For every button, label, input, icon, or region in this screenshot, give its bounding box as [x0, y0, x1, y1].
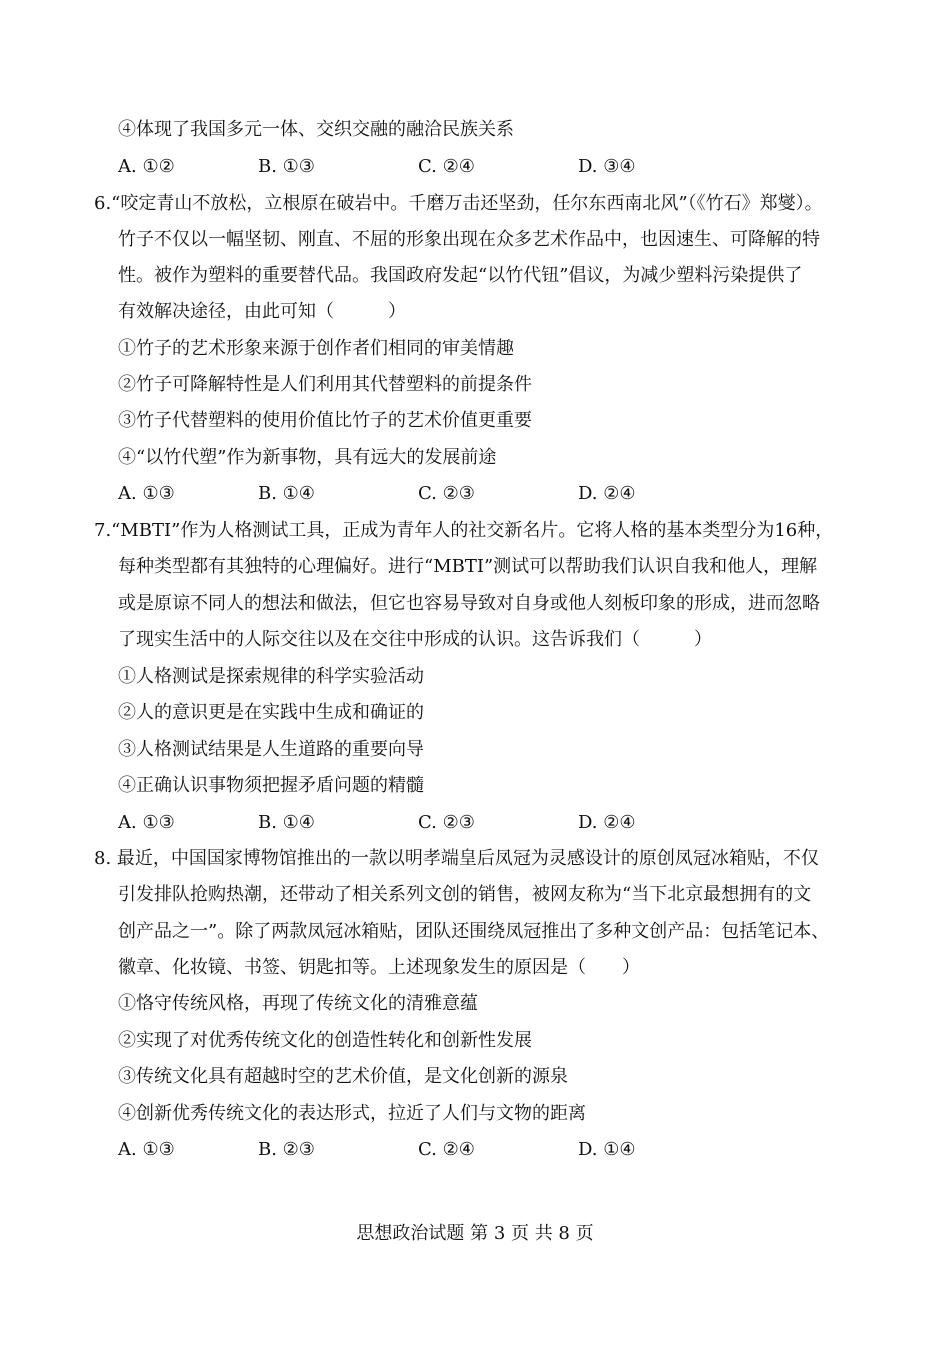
q7-option-a: A. ①③ [118, 812, 175, 833]
q5-option-c: C. ②④ [418, 156, 475, 177]
q7-statement-3: ③人格测试结果是人生道路的重要向导 [118, 739, 424, 760]
page-footer: 思想政治试题 第 3 页 共 8 页 [356, 1223, 594, 1244]
q6-option-c: C. ②③ [418, 483, 475, 504]
q7-option-d: D. ②④ [578, 812, 636, 833]
q8-stem-line-1: 8. 最近，中国国家博物馆推出的一款以明孝端皇后凤冠为灵感设计的原创凤冠冰箱贴，不仅 [94, 848, 819, 869]
q8-statement-1: ①恪守传统风格，再现了传统文化的清雅意蕴 [118, 993, 478, 1014]
q7-stem-line-4: 了现实生活中的人际交往以及在交往中形成的认识。这告诉我们（ ） [118, 629, 712, 650]
q5-option-b: B. ①③ [258, 156, 315, 177]
q6-statement-4: ④“以竹代塑”作为新事物，具有远大的发展前途 [118, 447, 497, 468]
q8-option-c: C. ②④ [418, 1139, 475, 1160]
q7-stem-line-2: 每种类型都有其独特的心理偏好。进行“MBTI”测试可以帮助我们认识自我和他人，理解 [118, 556, 818, 577]
q7-option-c: C. ②③ [418, 812, 475, 833]
q6-option-a: A. ①③ [118, 483, 175, 504]
q7-stem-line-1: 7.“MBTI”作为人格测试工具，正成为青年人的社交新名片。它将人格的基本类型分为16种， [94, 520, 834, 541]
q7-statement-4: ④正确认识事物须把握矛盾问题的精髓 [118, 775, 424, 796]
q8-stem-line-4: 徽章、化妆镜、书签、钥匙扣等。上述现象发生的原因是（ ） [118, 957, 640, 978]
q5-statement-4: ④体现了我国多元一体、交织交融的融洽民族关系 [118, 119, 514, 140]
q7-statement-1: ①人格测试是探索规律的科学实验活动 [118, 666, 424, 687]
q8-statement-2: ②实现了对优秀传统文化的创造性转化和创新性发展 [118, 1030, 532, 1051]
q6-statement-2: ②竹子可降解特性是人们利用其代替塑料的前提条件 [118, 374, 532, 395]
q7-option-b: B. ①④ [258, 812, 315, 833]
q6-option-b: B. ①④ [258, 483, 315, 504]
q6-stem-line-4: 有效解决途径，由此可知（ ） [118, 301, 406, 322]
q8-stem-line-2: 引发排队抢购热潮，还带动了相关系列文创的销售，被网友称为“当下北京最想拥有的文 [118, 884, 812, 905]
q6-stem-line-1: 6.“咬定青山不放松，立根原在破岩中。千磨万击还坚劲，任尔东西南北风”（《竹石》郑燮）。 [94, 193, 823, 214]
q6-statement-3: ③竹子代替塑料的使用价值比竹子的艺术价值更重要 [118, 410, 532, 431]
q8-statement-4: ④创新优秀传统文化的表达形式，拉近了人们与文物的距离 [118, 1103, 586, 1124]
q5-option-a: A. ①② [118, 156, 175, 177]
q7-stem-line-3: 或是原谅不同人的想法和做法，但它也容易导致对自身或他人刻板印象的形成，进而忽略 [118, 593, 820, 614]
q6-option-d: D. ②④ [578, 483, 636, 504]
q8-statement-3: ③传统文化具有超越时空的艺术价值，是文化创新的源泉 [118, 1066, 568, 1087]
q7-statement-2: ②人的意识更是在实践中生成和确证的 [118, 702, 424, 723]
q8-option-b: B. ②③ [258, 1139, 315, 1160]
q6-stem-line-3: 性。被作为塑料的重要替代品。我国政府发起“以竹代钮”倡议，为减少塑料污染提供了 [118, 265, 803, 286]
q8-option-a: A. ①③ [118, 1139, 175, 1160]
q6-statement-1: ①竹子的艺术形象来源于创作者们相同的审美情趣 [118, 338, 514, 359]
q6-stem-line-2: 竹子不仅以一幅坚韧、刚直、不屈的形象出现在众多艺术作品中，也因速生、可降解的特 [118, 229, 820, 250]
q5-option-d: D. ③④ [578, 156, 636, 177]
q8-option-d: D. ①④ [578, 1139, 636, 1160]
q8-stem-line-3: 创产品之一”。除了两款凤冠冰箱贴，团队还围绕凤冠推出了多种文创产品：包括笔记本、 [118, 921, 830, 942]
